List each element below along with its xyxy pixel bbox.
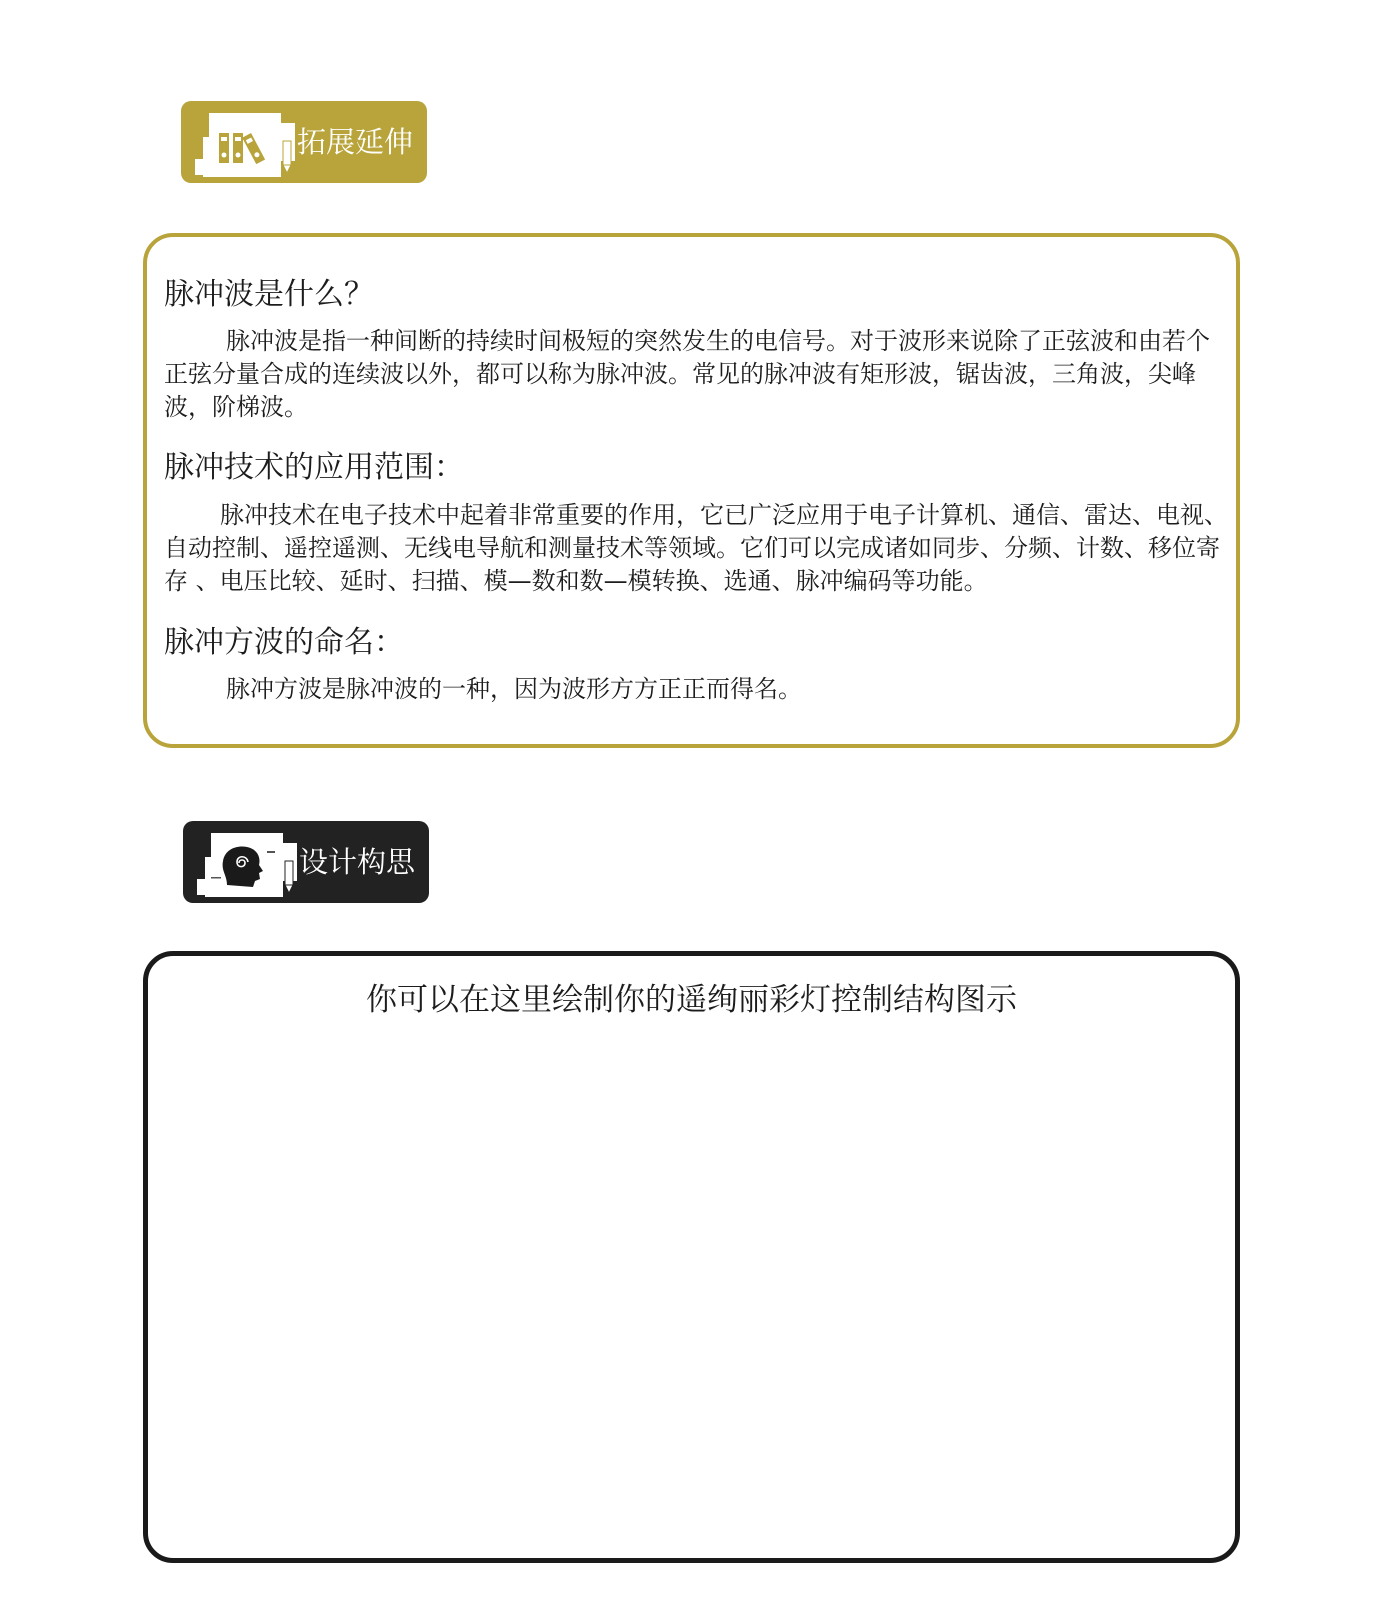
section-heading: 脉冲波是什么？ — [164, 277, 374, 312]
section-heading: 脉冲技术的应用范围： — [164, 450, 464, 485]
info-panel — [143, 233, 1240, 748]
section-body: 脉冲方波是脉冲波的一种，因为波形方方正正而得名。 — [226, 675, 802, 703]
design-badge — [183, 821, 429, 903]
thinking-head-icon — [197, 827, 301, 897]
section-heading: 脉冲方波的命名： — [164, 625, 404, 660]
extension-badge — [181, 101, 427, 183]
extension-badge-label: 拓展延伸 — [297, 125, 414, 159]
drawing-area-caption: 你可以在这里绘制你的遥绚丽彩灯控制结构图示 — [366, 982, 1017, 1018]
design-badge-label: 设计构思 — [299, 845, 416, 879]
binders-icon — [195, 107, 299, 177]
section-body: 脉冲技术在电子技术中起着非常重要的作用，它已广泛应用于电子计算机、通信、雷达、电视、自动控制、遥控遥测、无线电导航和测量技术等领域。它们可以完成诸如同步、分频、计数、移位寄存 、电压比较、延时、扫描、模—数和数—模转换、选通、脉冲编码等功能。 — [164, 501, 1228, 595]
section-body: 脉冲波是指一种间断的持续时间极短的突然发生的电信号。对于波形来说除了正弦波和由若个正弦分量合成的连续波以外，都可以称为脉冲波。常见的脉冲波有矩形波，锯齿波，三角波，尖峰波，阶梯波。 — [164, 327, 1210, 421]
drawing-area[interactable] — [143, 951, 1240, 1563]
